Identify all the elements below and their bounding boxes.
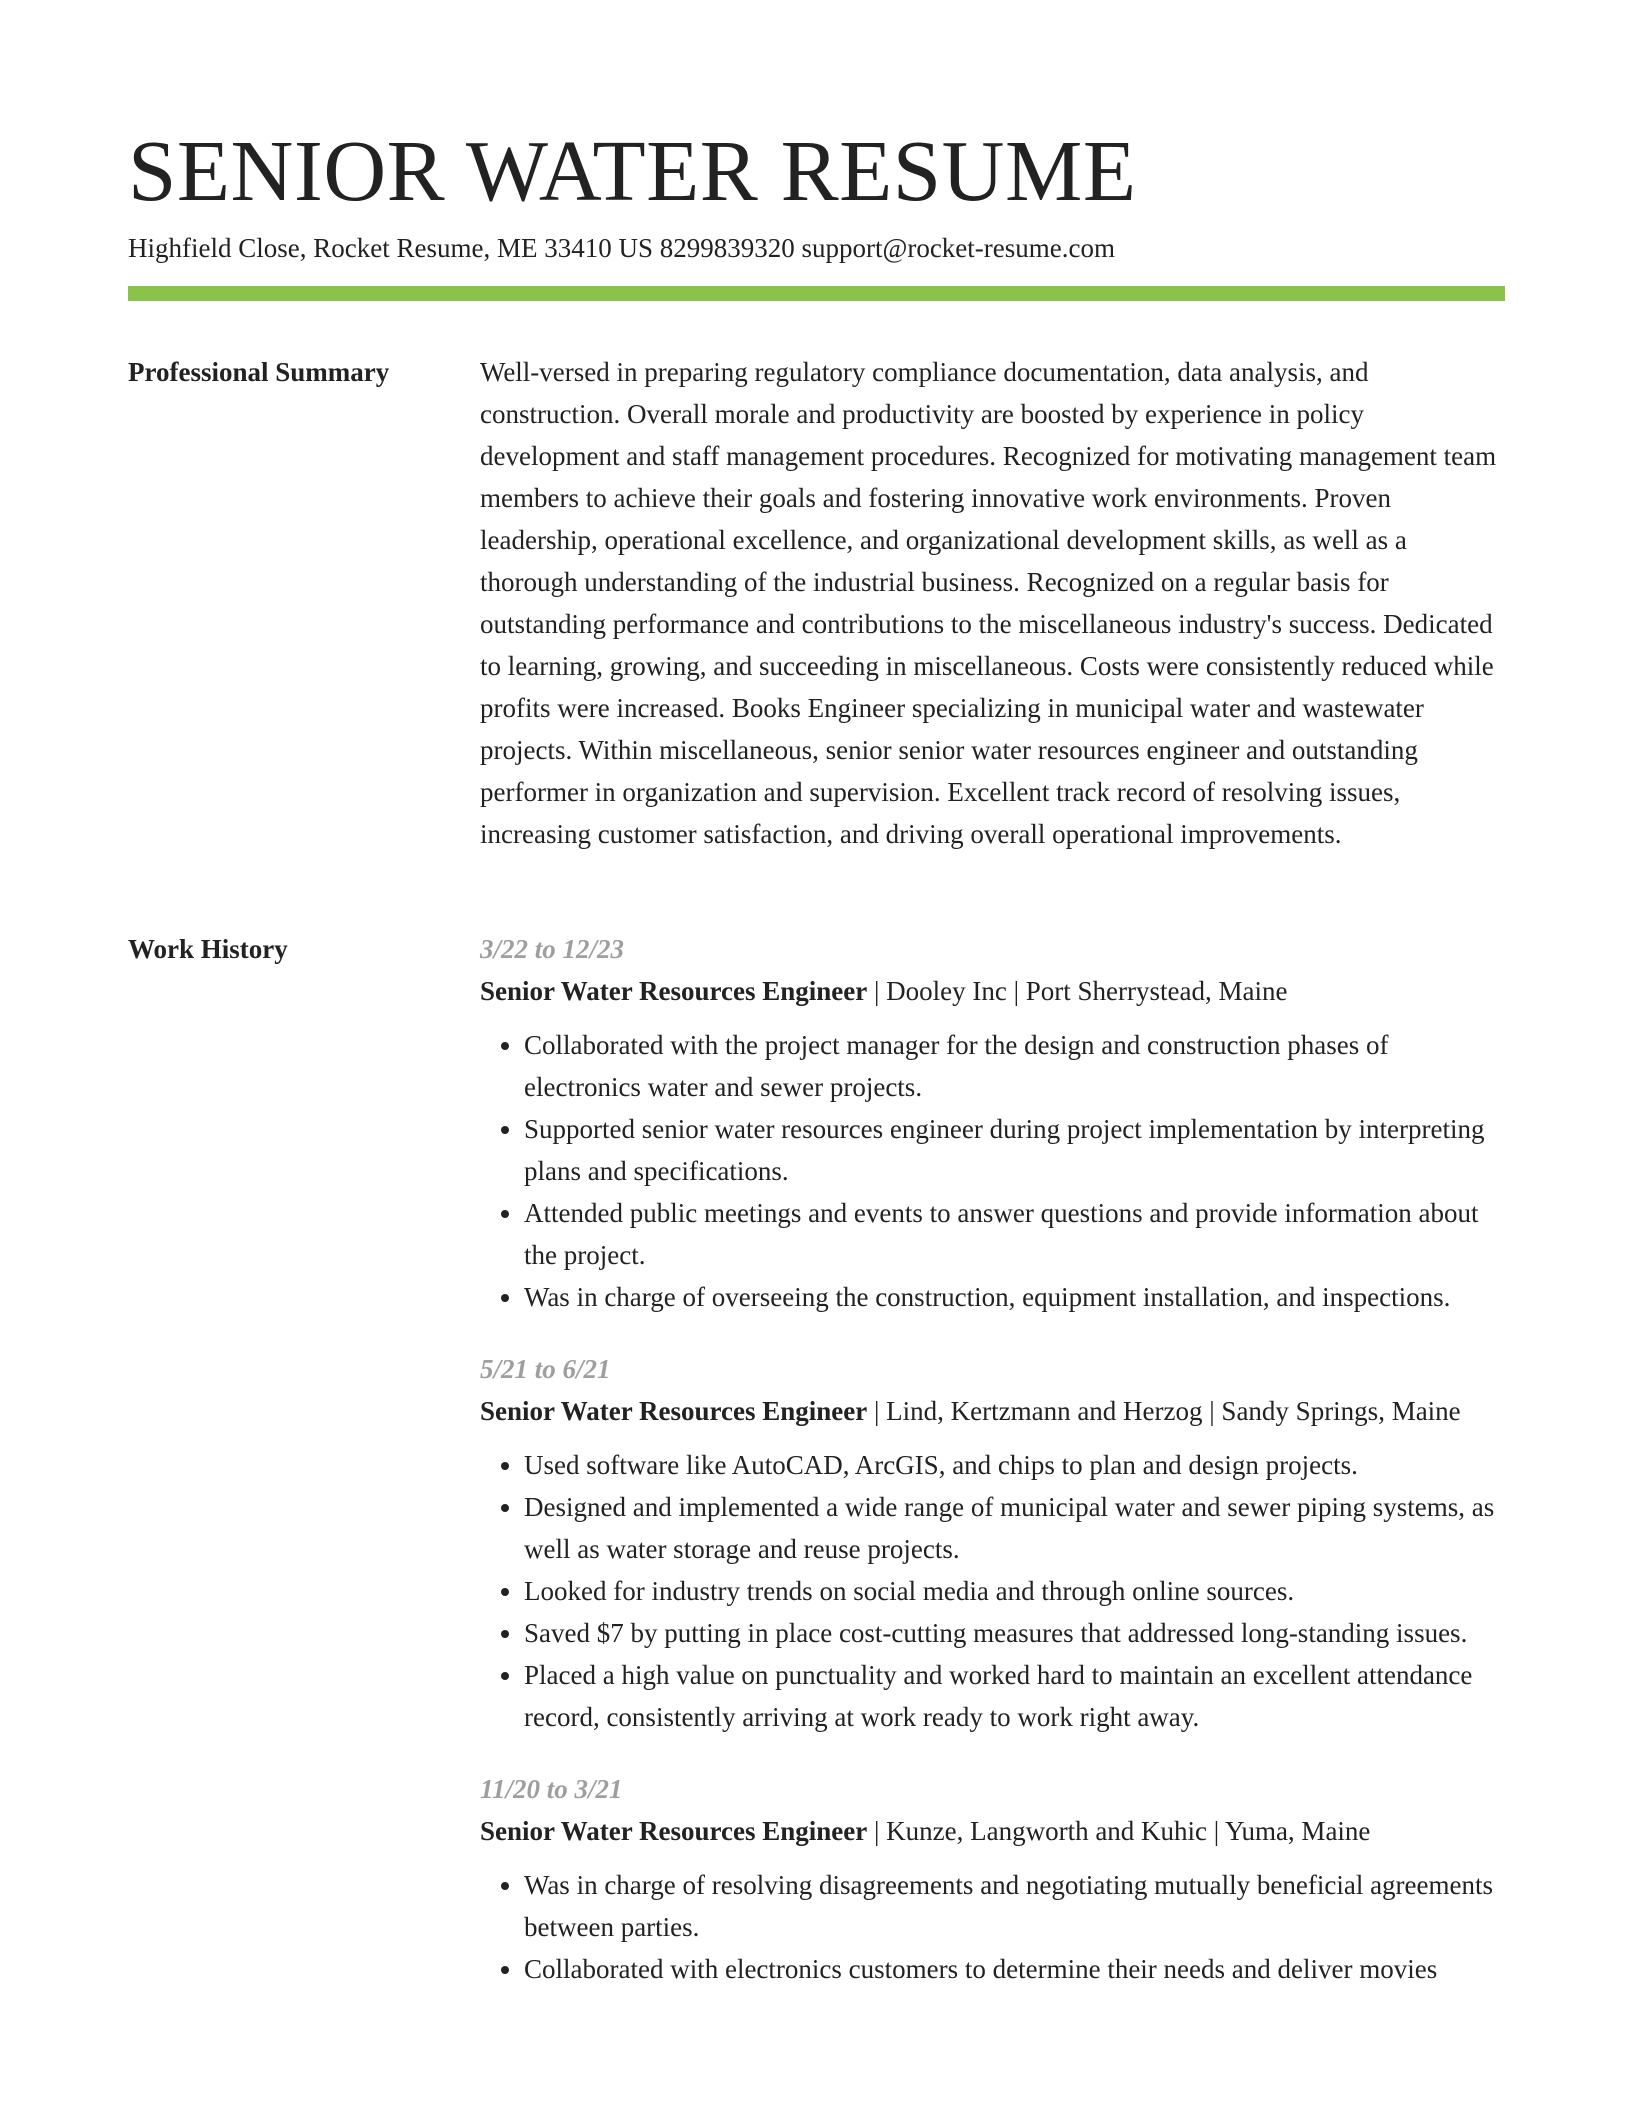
summary-text: Well-versed in preparing regulatory compliance documentation, data analysis, and construction. Overall morale and productivity are boosted by experience in policy development and staff management procedures. Recognized for motivating management team members to achieve their goals and fostering innovative work environments. Proven leadership, operational excellence, and organizational development skills, as well as a thorough understanding of the industrial business. Recognized on a regular basis for outstanding performance and contributions to the miscellaneous industry's success. Dedicated to learning, growing, and succeeding in miscellaneous. Costs were consistently reduced while profits were increased. Books Engineer specializing in municipal water and wastewater projects. Within miscellaneous, senior senior water resources engineer and outstanding performer in organization and supervision. Excellent track record of resolving issues, increasing customer satisfaction, and driving overall operational improvements. — [480, 357, 1497, 849]
job-bullet: • Attended public meetings and events to answer questions and provide information about the project. — [524, 1192, 1505, 1276]
job-bullet: • Was in charge of overseeing the construction, equipment installation, and inspections. — [524, 1276, 1505, 1318]
job-dates: 11/20 to 3/21 — [480, 1774, 623, 1804]
summary-heading: Professional Summary — [128, 357, 390, 387]
job-title-line — [480, 1810, 1505, 1852]
job-dates: 3/22 to 12/23 — [480, 934, 625, 964]
job-bullet: • Designed and implemented a wide range of municipal water and sewer piping systems, as well as water storage and reuse projects. — [524, 1486, 1505, 1570]
job-title: Senior Water Resources Engineer — [480, 1396, 868, 1426]
job-title-line — [480, 1390, 1505, 1432]
work-history-heading: Work History — [128, 934, 288, 964]
job-entry — [480, 1768, 1505, 1990]
summary-body — [480, 351, 1505, 855]
header-divider — [128, 286, 1505, 301]
job-bullets — [480, 1864, 1505, 1990]
work-history-body — [480, 928, 1505, 2020]
job-entry — [480, 1348, 1505, 1738]
resume-name: SENIOR WATER RESUME — [128, 122, 1137, 219]
job-bullet: • Placed a high value on punctuality and worked hard to maintain an excellent attendance record, consistently arriving at work ready to work right away. — [524, 1654, 1505, 1738]
job-title: Senior Water Resources Engineer — [480, 1816, 868, 1846]
contact-info: Highfield Close, Rocket Resume, ME 33410 US 8299839320 support@rocket-resume.com — [128, 233, 1115, 263]
job-details: | Lind, Kertzmann and Herzog | Sandy Springs, Maine — [867, 1396, 1461, 1426]
job-bullet: • Collaborated with electronics customers to determine their needs and deliver movies — [524, 1948, 1505, 1990]
job-title: Senior Water Resources Engineer — [480, 976, 868, 1006]
job-details: | Kunze, Langworth and Kuhic | Yuma, Maine — [867, 1816, 1371, 1846]
job-bullets — [480, 1024, 1505, 1318]
job-bullet: • Was in charge of resolving disagreements and negotiating mutually beneficial agreements between parties. — [524, 1864, 1505, 1948]
job-title-line — [480, 970, 1505, 1012]
job-entry — [480, 928, 1505, 1318]
job-bullets — [480, 1444, 1505, 1738]
job-bullet: • Used software like AutoCAD, ArcGIS, and chips to plan and design projects. — [524, 1444, 1505, 1486]
job-bullet: • Looked for industry trends on social media and through online sources. — [524, 1570, 1505, 1612]
job-bullet: • Saved $7 by putting in place cost-cutting measures that addressed long-standing issues. — [524, 1612, 1505, 1654]
job-bullet: • Supported senior water resources engineer during project implementation by interpreting plans and specifications. — [524, 1108, 1505, 1192]
job-details: | Dooley Inc | Port Sherrystead, Maine — [867, 976, 1288, 1006]
job-bullet: • Collaborated with the project manager for the design and construction phases of electronics water and sewer projects. — [524, 1024, 1505, 1108]
job-dates: 5/21 to 6/21 — [480, 1354, 611, 1384]
